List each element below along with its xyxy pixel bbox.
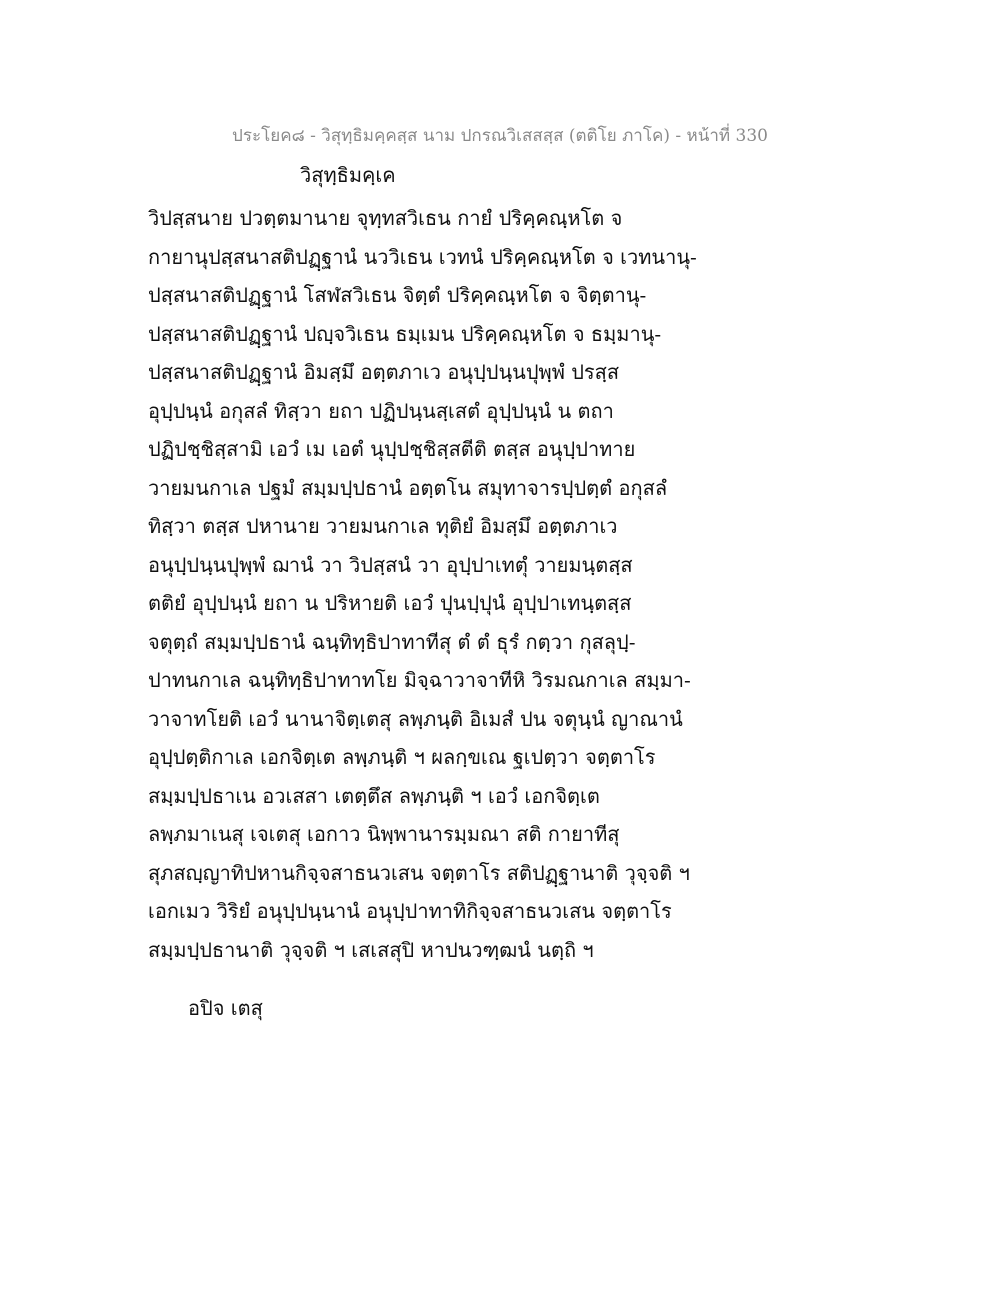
body-line: เอกเมว วิริยํ อนุปฺปนฺนานํ อนุปฺปาทาทิกิจฺจสาธนวเสน จตฺตาโร: [148, 899, 672, 923]
section-title: วิสุทฺธิมคฺเค: [300, 163, 396, 187]
body-line: อนุปฺปนฺนปุพฺพํ ฌานํ วา วิปสฺสนํ วา อุปฺปาเทตุํ วายมนฺตสฺส: [148, 552, 633, 577]
body-line: วาจาทโยติ เอวํ นานาจิตฺเตสุ ลพฺภนฺติ อิเมสํ ปน จตุนฺนํ ญาณานํ: [148, 706, 683, 731]
body-line: ปสฺสนาสติปฏฺฐานํ โสฬสวิเธน จิตฺตํ ปริคฺคณฺหโต จ จิตฺตานุ-: [148, 283, 647, 307]
body-line: กายานุปสฺสนาสติปฏฺฐานํ นววิเธน เวทนํ ปริคฺคณฺหโต จ เวทนานุ-: [148, 244, 697, 269]
body-line: ตติยํ อุปฺปนฺนํ ยถา น ปริหายติ เอวํ ปุนปฺปุนํ อุปฺปาเทนฺตสฺส: [148, 591, 632, 615]
body-line: ปสฺสนาสติปฏฺฐานํ ปญฺจวิเธน ธมฺเมน ปริคฺคณฺหโต จ ธมฺมานุ-: [148, 321, 662, 346]
body-line: สมฺมปฺปธาเน อวเสสา เตตฺตึส ลพฺภนฺติ ฯ เอวํ เอกจิตฺเต: [148, 783, 600, 808]
body-line: สมฺมปฺปธานาติ วุจฺจติ ฯ เสเสสุปิ หาปนวฑฺฒนํ นตฺถิ ฯ: [148, 937, 594, 962]
body-line: อุปฺปนฺนํ อกุสลํ ทิสฺวา ยถา ปฏิปนฺนสฺเสตํ อุปฺปนฺนํ น ตถา: [148, 398, 614, 423]
body-line: ทิสฺวา ตสฺส ปหานาย วายมนกาเล ทุติยํ อิมสฺมึ อตฺตภาเว: [148, 514, 618, 538]
running-header: ประโยค๘ - วิสุทฺธิมคฺคสฺส นาม ปกรณวิเสสสฺส (ตติโย ภาโค) - หน้าที่ 330: [232, 126, 768, 146]
body-line: สุภสญฺญาทิปหานกิจฺจสาธนวเสน จตฺตาโร สติปฏฺฐานาติ วุจฺจติ ฯ: [148, 860, 690, 885]
closing-line: อปิจ เตสุ: [188, 996, 263, 1020]
body-line: วิปสฺสนาย ปวตฺตมานาย จุทฺทสวิเธน กายํ ปริคฺคณฺหโต จ: [148, 206, 623, 230]
body-line: ปฏิปชฺชิสฺสามิ เอวํ เม เอตํ นุปฺปชฺชิสฺสตีติ ตสฺส อนุปฺปาทาย: [148, 437, 636, 461]
body-line: วายมนกาเล ปฐมํ สมฺมปฺปธานํ อตฺตโน สมุทาจารปฺปตฺตํ อกุสลํ: [148, 475, 668, 500]
body-line: จตุตฺถํ สมฺมปฺปธานํ ฉนฺทิทฺธิปาทาทีสุ ตํ ตํ ธุรํ กตฺวา กุสลุปฺ-: [148, 629, 636, 654]
body-line: ปสฺสนาสติปฏฺฐานํ อิมสฺมึ อตฺตภาเว อนุปฺปนฺนปุพฺพํ ปรสฺส: [148, 360, 620, 384]
body-line: อุปฺปตฺติกาเล เอกจิตฺเต ลพฺภนฺติ ฯ ผลกฺขเณ ฐเปตฺวา จตฺตาโร: [148, 745, 656, 769]
body-line: ปาทนกาเล ฉนฺทิทฺธิปาทาทโย มิจฺฉาวาจาทีหิ วิรมณกาเล สมฺมา-: [148, 668, 691, 692]
body-line: ลพฺภมาเนสุ เจเตสุ เอกาว นิพฺพานารมฺมณา สติ กายาทีสุ: [148, 822, 620, 846]
body-text: [148, 199, 708, 969]
